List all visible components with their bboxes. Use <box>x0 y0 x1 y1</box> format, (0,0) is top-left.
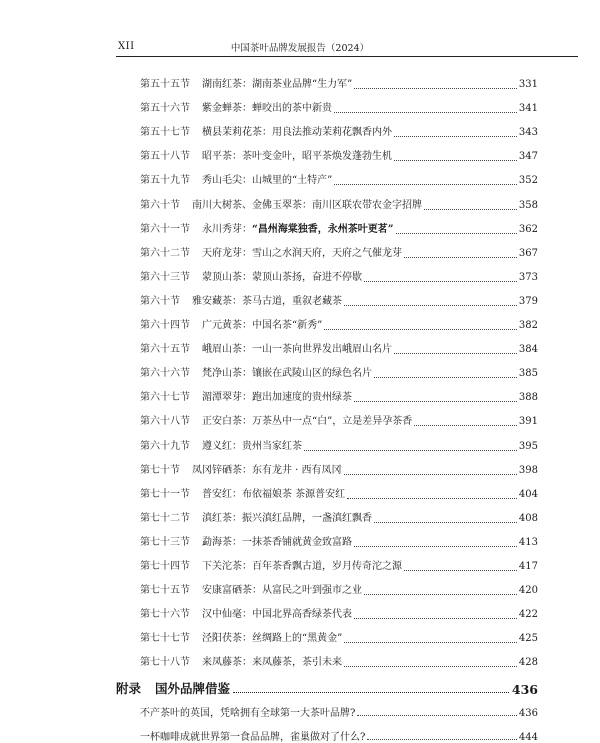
toc-section-number: 第七十五节 <box>140 585 190 597</box>
toc-leader-dots <box>404 569 517 571</box>
toc-page-number: 395 <box>518 440 538 452</box>
toc-entry[interactable] <box>140 510 538 526</box>
toc-page-number: 404 <box>518 488 538 500</box>
toc-title: 泾阳茯茶：丝绸路上的“黑黄金” <box>202 633 343 645</box>
toc-entry[interactable] <box>140 317 538 333</box>
toc-section-number: 第六十节 <box>140 199 180 211</box>
appendix-entry[interactable] <box>140 727 538 743</box>
appendix-title: 国外品牌借鉴 <box>155 680 231 696</box>
page-header <box>0 0 600 62</box>
toc-page-number: 428 <box>518 657 538 669</box>
toc-entry[interactable] <box>140 269 538 285</box>
toc-page-number: 384 <box>518 344 538 356</box>
toc-entry[interactable] <box>140 413 538 429</box>
toc-entry[interactable] <box>140 245 538 261</box>
toc-page-number: 362 <box>518 223 538 235</box>
toc-page-number: 422 <box>518 609 538 621</box>
toc-page-number: 373 <box>518 271 538 283</box>
toc-entry[interactable] <box>140 197 538 213</box>
appendix-entry-title: 一杯咖啡成就世界第一食品品牌，雀巢做对了什么? <box>140 731 366 743</box>
toc-leader-dots <box>344 473 517 475</box>
toc-page-number: 413 <box>518 536 538 548</box>
toc-entry[interactable] <box>140 389 538 405</box>
toc-entry[interactable] <box>140 100 538 116</box>
toc-entry[interactable] <box>140 486 538 502</box>
toc-section-number: 第六十节 <box>140 295 180 307</box>
toc-section-number: 第七十八节 <box>140 657 190 669</box>
toc-entry[interactable] <box>140 172 538 188</box>
toc-section-number: 第七十二节 <box>140 512 190 524</box>
toc-leader-dots <box>354 617 517 619</box>
toc-section-number: 第六十六节 <box>140 368 190 380</box>
toc-page-number: 331 <box>518 79 538 90</box>
toc-title: 南川大树茶、金佛玉翠茶：南川区联农带农金字招牌 <box>192 199 422 211</box>
toc-leader-dots <box>344 641 517 643</box>
toc-page-number: 385 <box>518 368 538 380</box>
toc-section-number: 第六十九节 <box>140 440 190 452</box>
toc-title: 正安白茶：万茶丛中一点“白”，立是差异孕茶香 <box>202 416 413 428</box>
toc-page-number: 358 <box>518 199 538 211</box>
toc-title: 秀山毛尖：山城里的“土特产” <box>202 175 333 187</box>
toc-title: 广元黄茶：中国名茶“新秀” <box>202 320 323 331</box>
toc-leader-dots <box>347 497 517 499</box>
toc-leader-dots <box>364 280 517 282</box>
toc-title: 横县茉莉花茶：用良法推动茉莉花飘香内外 <box>202 127 392 139</box>
toc-section-number: 第七十三节 <box>140 536 190 548</box>
toc-leader-dots <box>324 328 517 330</box>
toc-title: 遵义红：贵州当家红茶 <box>202 440 302 452</box>
toc-page-number: 341 <box>518 103 538 115</box>
toc-page-number: 343 <box>518 127 538 139</box>
toc-page-number: 367 <box>518 247 538 259</box>
toc-leader-dots <box>364 593 517 595</box>
toc-page-number: 382 <box>518 320 538 331</box>
toc-title: 滇红茶：振兴滇红品牌，一盏滇红飘香 <box>202 512 372 524</box>
toc-leader-dots <box>374 376 517 378</box>
toc-page-number: 347 <box>518 151 538 163</box>
toc-leader-dots <box>396 232 517 234</box>
toc-title: 紫金蝉茶：蝉咬出的茶中新贵 <box>202 103 332 115</box>
toc-section-number: 第六十五节 <box>140 344 190 356</box>
toc-entry[interactable] <box>140 76 538 92</box>
toc-title: 勐海茶：一抹茶香铺就黄金致富路 <box>202 536 352 548</box>
toc-page-number: 391 <box>518 416 538 428</box>
toc-leader-dots <box>414 424 517 426</box>
toc-section-number: 第五十九节 <box>140 175 190 187</box>
toc-title: 来凤藤茶：来凤藤茶，茶引未来 <box>202 657 342 669</box>
toc-leader-dots <box>304 449 517 451</box>
toc-page-number: 352 <box>518 175 538 187</box>
running-title: 中国茶叶品牌发展报告（2024） <box>230 43 370 54</box>
toc-section-number: 第七十七节 <box>140 633 190 645</box>
toc-entry[interactable] <box>140 630 538 646</box>
toc-leader-dots <box>354 400 517 402</box>
toc-page-number: 379 <box>518 295 538 307</box>
toc-section-number: 第六十八节 <box>140 416 190 428</box>
toc-section-number: 第五十五节 <box>140 79 190 90</box>
toc-section-number: 第五十七节 <box>140 127 190 139</box>
appendix-entry-page-number: 444 <box>518 731 538 743</box>
toc-page-number: 408 <box>518 512 538 524</box>
toc-page-number: 425 <box>518 633 538 645</box>
toc-title: 安康富硒茶：从富民之叶到强市之业 <box>202 585 362 597</box>
toc-page-number: 420 <box>518 585 538 597</box>
toc-entry[interactable] <box>140 582 538 598</box>
toc-entry[interactable] <box>140 148 538 164</box>
toc-leader-dots <box>334 183 517 185</box>
toc-leader-dots <box>354 545 517 547</box>
header-rule <box>116 56 578 57</box>
toc-entry[interactable] <box>140 606 538 622</box>
toc-section-number: 第七十一节 <box>140 488 190 500</box>
toc-page-number: 388 <box>518 392 538 404</box>
appendix-page-number: 436 <box>511 681 538 697</box>
toc-title: 湄潭翠芽：跑出加速度的贵州绿茶 <box>202 392 352 404</box>
appendix-entry-leader-dots <box>367 738 517 740</box>
toc-leader-dots <box>424 208 517 210</box>
toc-entry[interactable] <box>140 654 538 670</box>
toc-section-number: 第六十三节 <box>140 271 190 283</box>
appendix-heading[interactable] <box>116 677 538 697</box>
toc-leader-dots <box>394 352 517 354</box>
toc-section-number: 第五十八节 <box>140 151 190 163</box>
toc-entry[interactable] <box>140 438 538 454</box>
toc-leader-dots <box>394 159 517 161</box>
toc-section-number: 第五十六节 <box>140 103 190 115</box>
toc-section-number: 第七十六节 <box>140 609 190 621</box>
toc-entry[interactable] <box>140 365 538 381</box>
toc-leader-dots <box>404 256 517 258</box>
toc-entry[interactable] <box>140 462 538 478</box>
appendix-leader-dots <box>233 691 509 693</box>
toc-title: 峨眉山茶：一山一茶向世界发出峨眉山名片 <box>202 344 392 356</box>
toc-title: 凤冈锌硒茶：东有龙井 · 西有凤冈 <box>192 464 342 476</box>
toc-title: 汉中仙毫：中国北界高香绿茶代表 <box>202 609 352 621</box>
toc-leader-dots <box>394 135 517 137</box>
toc-section-number: 第六十七节 <box>140 392 190 404</box>
toc-title: 湖南红茶：湖南茶业品牌“生力军” <box>202 79 353 90</box>
toc-title: 梵净山茶：镶嵌在武陵山区的绿色名片 <box>202 368 372 380</box>
toc-leader-dots <box>354 87 517 89</box>
toc-section-number: 第六十一节 <box>140 223 190 235</box>
appendix-entry-page-number: 436 <box>518 707 538 719</box>
toc-page-number: 398 <box>518 464 538 476</box>
toc-section-number: 第七十四节 <box>140 561 190 572</box>
toc-leader-dots <box>344 304 517 306</box>
toc-title-emphasis: “昌州海棠独香，永州茶叶更茗” <box>252 223 394 235</box>
appendix-entry-title: 不产茶叶的英国，凭啥拥有全球第一大茶叶品牌? <box>140 707 356 719</box>
toc-title: 雅安藏茶：茶马古道，重叙老藏茶 <box>192 295 342 307</box>
toc-leader-dots <box>334 111 517 113</box>
appendix-entry-leader-dots <box>357 714 517 716</box>
toc-page-number: 417 <box>518 561 538 572</box>
toc-section-number: 第六十四节 <box>140 320 190 331</box>
appendix-label: 附录 <box>116 680 142 696</box>
toc-entry[interactable] <box>140 558 538 574</box>
toc-entry[interactable] <box>140 221 538 237</box>
toc-title: 普安红：布依福娘茶 茶源普安红 <box>202 488 346 500</box>
toc-entry[interactable] <box>140 341 538 357</box>
toc-leader-dots <box>374 521 517 523</box>
toc-title: 下关沱茶：百年茶香飘古道，岁月传奇沱之源 <box>202 561 402 572</box>
page-number: XII <box>118 41 135 52</box>
toc-title: 天府龙芽：雪山之水润天府，天府之气催龙芽 <box>202 247 402 259</box>
toc-section-number: 第七十节 <box>140 464 180 476</box>
toc-entry[interactable] <box>140 293 538 309</box>
toc-section-number: 第六十二节 <box>140 247 190 259</box>
toc-title: 永川秀芽： <box>202 223 252 235</box>
toc-entry[interactable] <box>140 534 538 550</box>
toc-title: 蒙顶山茶：蒙顶山茶扬，奋进不停歇 <box>202 271 362 283</box>
toc-entry[interactable] <box>140 124 538 140</box>
toc-leader-dots <box>344 665 517 667</box>
appendix-entry[interactable] <box>140 703 538 719</box>
toc-title: 昭平茶：茶叶变金叶，昭平茶焕发蓬勃生机 <box>202 151 392 163</box>
